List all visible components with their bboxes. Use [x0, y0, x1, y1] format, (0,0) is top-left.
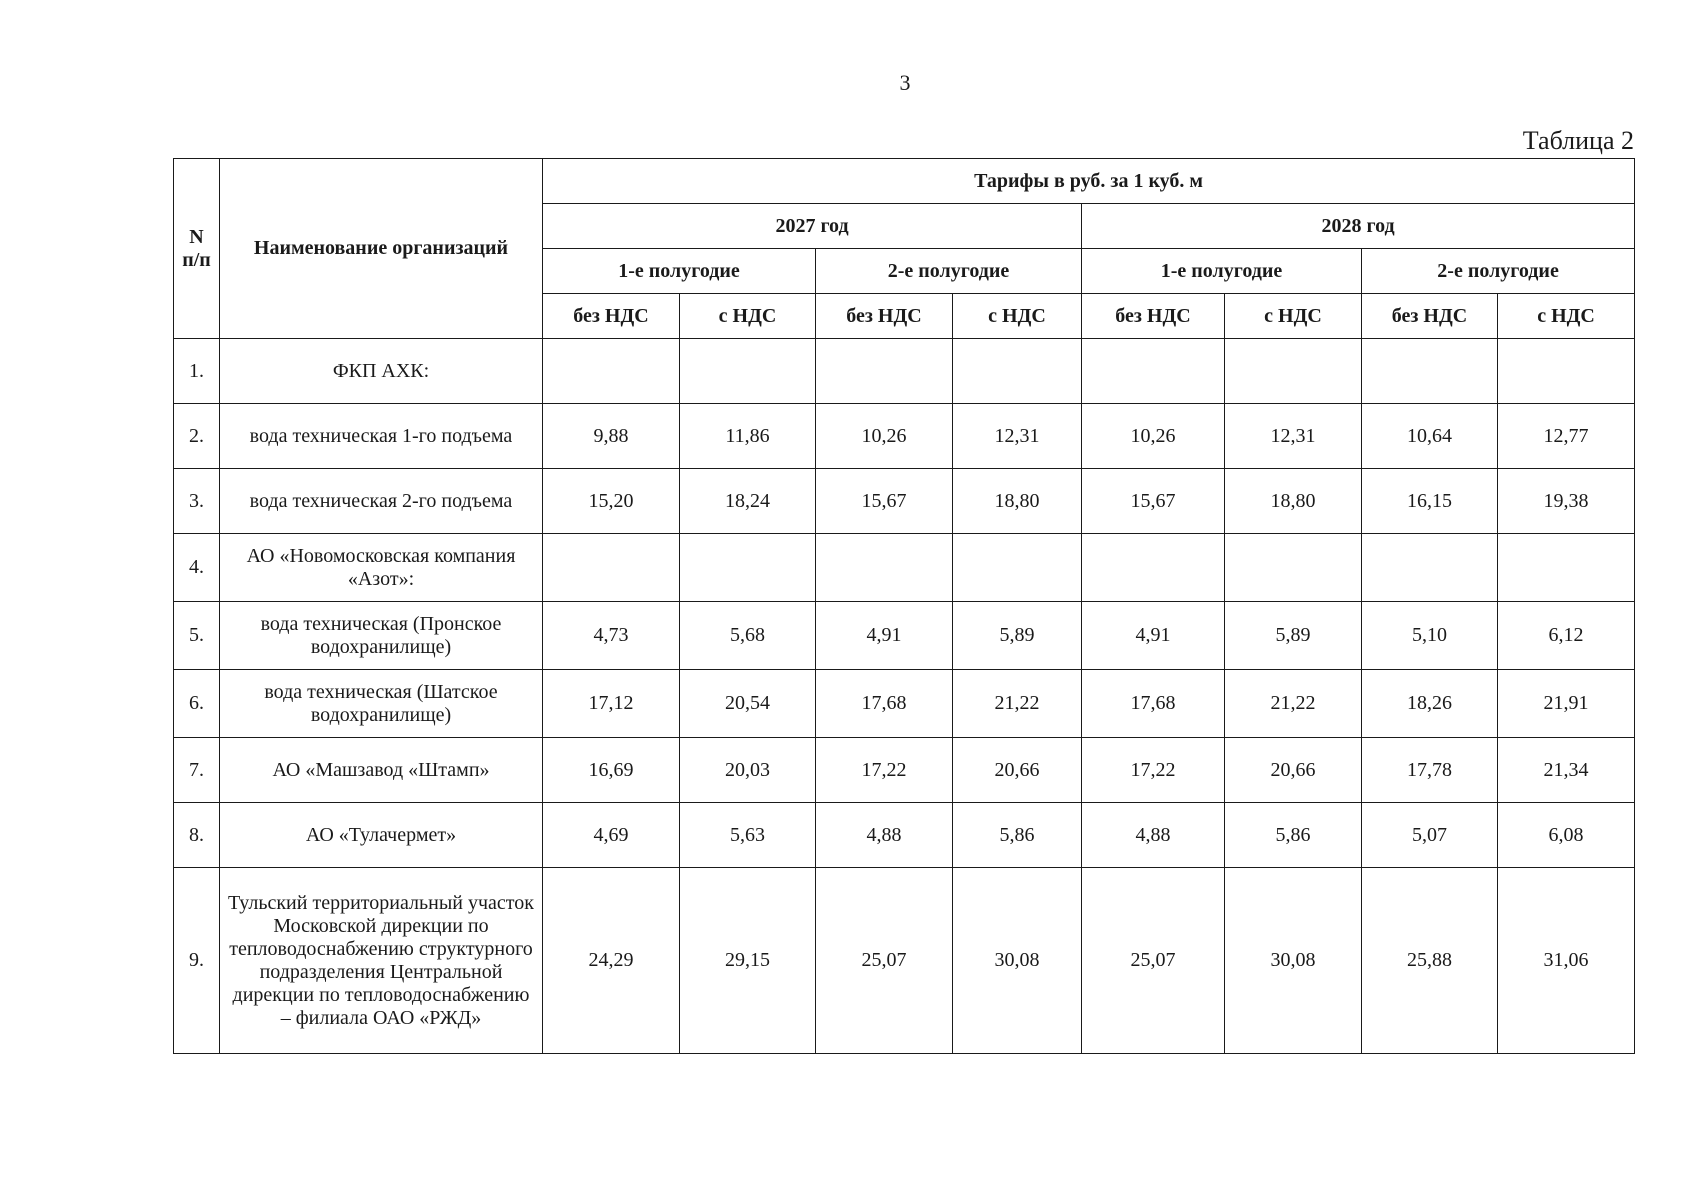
header-half: 2-е полугодие	[1362, 249, 1635, 294]
row-number: 4.	[174, 534, 220, 602]
tariff-value: 18,80	[1225, 469, 1362, 534]
header-vat: с НДС	[1498, 294, 1635, 339]
tariff-value: 12,77	[1498, 404, 1635, 469]
tariff-value: 6,08	[1498, 803, 1635, 868]
header-vat: без НДС	[816, 294, 953, 339]
table-caption: Таблица 2	[1522, 126, 1634, 155]
table-row	[174, 404, 1635, 469]
tariff-value: 10,64	[1362, 404, 1498, 469]
tariff-value: 5,07	[1362, 803, 1498, 868]
tariff-value: 16,15	[1362, 469, 1498, 534]
tariff-value: 9,88	[543, 404, 680, 469]
tariff-value: 4,88	[1082, 803, 1225, 868]
tariff-value: 19,38	[1498, 469, 1635, 534]
tariff-value: 24,29	[543, 868, 680, 1054]
tariff-value: 30,08	[953, 868, 1082, 1054]
tariff-value: 10,26	[1082, 404, 1225, 469]
tariff-value: 5,10	[1362, 602, 1498, 670]
tariff-value: 11,86	[680, 404, 816, 469]
tariff-value: 17,68	[816, 670, 953, 738]
tariff-value: 18,26	[1362, 670, 1498, 738]
tariff-value: 4,91	[816, 602, 953, 670]
header-row-tariffs	[174, 159, 1635, 204]
header-vat: с НДС	[1225, 294, 1362, 339]
tariff-value	[543, 339, 680, 404]
header-vat: без НДС	[1082, 294, 1225, 339]
organization-name: АО «Тулачермет»	[220, 803, 543, 868]
tariff-value	[953, 339, 1082, 404]
table-row	[174, 602, 1635, 670]
table-row	[174, 868, 1635, 1054]
tariff-value: 20,03	[680, 738, 816, 803]
header-num-pp: п/п	[182, 248, 211, 271]
organization-name: вода техническая 2-го подъема	[220, 469, 543, 534]
tariff-value: 30,08	[1225, 868, 1362, 1054]
tariff-value: 17,22	[1082, 738, 1225, 803]
organization-name: вода техническая (Шатское водохранилище)	[220, 670, 543, 738]
header-half: 1-е полугодие	[543, 249, 816, 294]
row-number: 9.	[174, 868, 220, 1054]
tariff-value: 4,69	[543, 803, 680, 868]
tariff-value: 4,88	[816, 803, 953, 868]
tariff-value: 12,31	[1225, 404, 1362, 469]
tariff-value	[1225, 534, 1362, 602]
table-row	[174, 339, 1635, 404]
header-tariffs: Тарифы в руб. за 1 куб. м	[543, 159, 1635, 204]
tariff-value: 21,22	[1225, 670, 1362, 738]
header-half: 1-е полугодие	[1082, 249, 1362, 294]
row-number: 3.	[174, 469, 220, 534]
header-name: Наименование организаций	[220, 159, 543, 339]
tariff-value	[1362, 534, 1498, 602]
table-row	[174, 670, 1635, 738]
header-year-2027: 2027 год	[543, 204, 1082, 249]
tariff-value: 25,88	[1362, 868, 1498, 1054]
header-num	[174, 159, 220, 339]
tariff-value: 17,22	[816, 738, 953, 803]
header-vat: без НДС	[1362, 294, 1498, 339]
tariff-value	[1082, 339, 1225, 404]
header-vat: без НДС	[543, 294, 680, 339]
tariff-value	[1362, 339, 1498, 404]
tariff-value: 4,91	[1082, 602, 1225, 670]
tariff-value	[680, 339, 816, 404]
tariff-value: 5,86	[1225, 803, 1362, 868]
tariff-value: 31,06	[1498, 868, 1635, 1054]
row-number: 6.	[174, 670, 220, 738]
table-row	[174, 803, 1635, 868]
row-number: 1.	[174, 339, 220, 404]
tariff-value: 5,68	[680, 602, 816, 670]
table-row	[174, 469, 1635, 534]
tariff-value: 18,80	[953, 469, 1082, 534]
header-vat: с НДС	[953, 294, 1082, 339]
tariff-value: 20,54	[680, 670, 816, 738]
table-row	[174, 534, 1635, 602]
tariff-value: 6,12	[1498, 602, 1635, 670]
tariff-value: 21,91	[1498, 670, 1635, 738]
organization-name: Тульский территориальный участок Московской дирекции по тепловодоснабжению структурного подразделения Центральной дирекции по тепловодоснабжению – филиала ОАО «РЖД»	[220, 868, 543, 1054]
tariff-value: 16,69	[543, 738, 680, 803]
tariff-value: 18,24	[680, 469, 816, 534]
tariff-value	[1225, 339, 1362, 404]
tariff-value	[1082, 534, 1225, 602]
tariff-value: 12,31	[953, 404, 1082, 469]
tariff-value: 5,86	[953, 803, 1082, 868]
tariff-value: 15,67	[816, 469, 953, 534]
tariff-value: 20,66	[953, 738, 1082, 803]
tariff-table	[173, 158, 1635, 1054]
tariff-value: 10,26	[816, 404, 953, 469]
tariff-value: 17,78	[1362, 738, 1498, 803]
tariff-value: 5,89	[1225, 602, 1362, 670]
row-number: 8.	[174, 803, 220, 868]
header-year-2028: 2028 год	[1082, 204, 1635, 249]
row-number: 7.	[174, 738, 220, 803]
tariff-value: 25,07	[816, 868, 953, 1054]
tariff-value: 29,15	[680, 868, 816, 1054]
tariff-value	[816, 339, 953, 404]
header-num-n: N	[189, 225, 204, 248]
header-half: 2-е полугодие	[816, 249, 1082, 294]
tariff-value: 5,63	[680, 803, 816, 868]
tariff-value: 4,73	[543, 602, 680, 670]
tariff-value	[1498, 339, 1635, 404]
organization-name: АО «Машзавод «Штамп»	[220, 738, 543, 803]
organization-name: АО «Новомосковская компания «Азот»:	[220, 534, 543, 602]
tariff-value: 25,07	[1082, 868, 1225, 1054]
tariff-value	[816, 534, 953, 602]
tariff-value	[953, 534, 1082, 602]
header-vat: с НДС	[680, 294, 816, 339]
page-number: 3	[899, 70, 911, 95]
tariff-value	[543, 534, 680, 602]
row-number: 5.	[174, 602, 220, 670]
organization-name: ФКП АХК:	[220, 339, 543, 404]
tariff-value	[1498, 534, 1635, 602]
row-number: 2.	[174, 404, 220, 469]
tariff-value: 15,67	[1082, 469, 1225, 534]
tariff-value: 5,89	[953, 602, 1082, 670]
tariff-value: 21,34	[1498, 738, 1635, 803]
organization-name: вода техническая 1-го подъема	[220, 404, 543, 469]
tariff-value: 17,12	[543, 670, 680, 738]
tariff-value: 21,22	[953, 670, 1082, 738]
tariff-value	[680, 534, 816, 602]
tariff-value: 17,68	[1082, 670, 1225, 738]
tariff-value: 15,20	[543, 469, 680, 534]
table-row	[174, 738, 1635, 803]
tariff-value: 20,66	[1225, 738, 1362, 803]
organization-name: вода техническая (Пронское водохранилище)	[220, 602, 543, 670]
